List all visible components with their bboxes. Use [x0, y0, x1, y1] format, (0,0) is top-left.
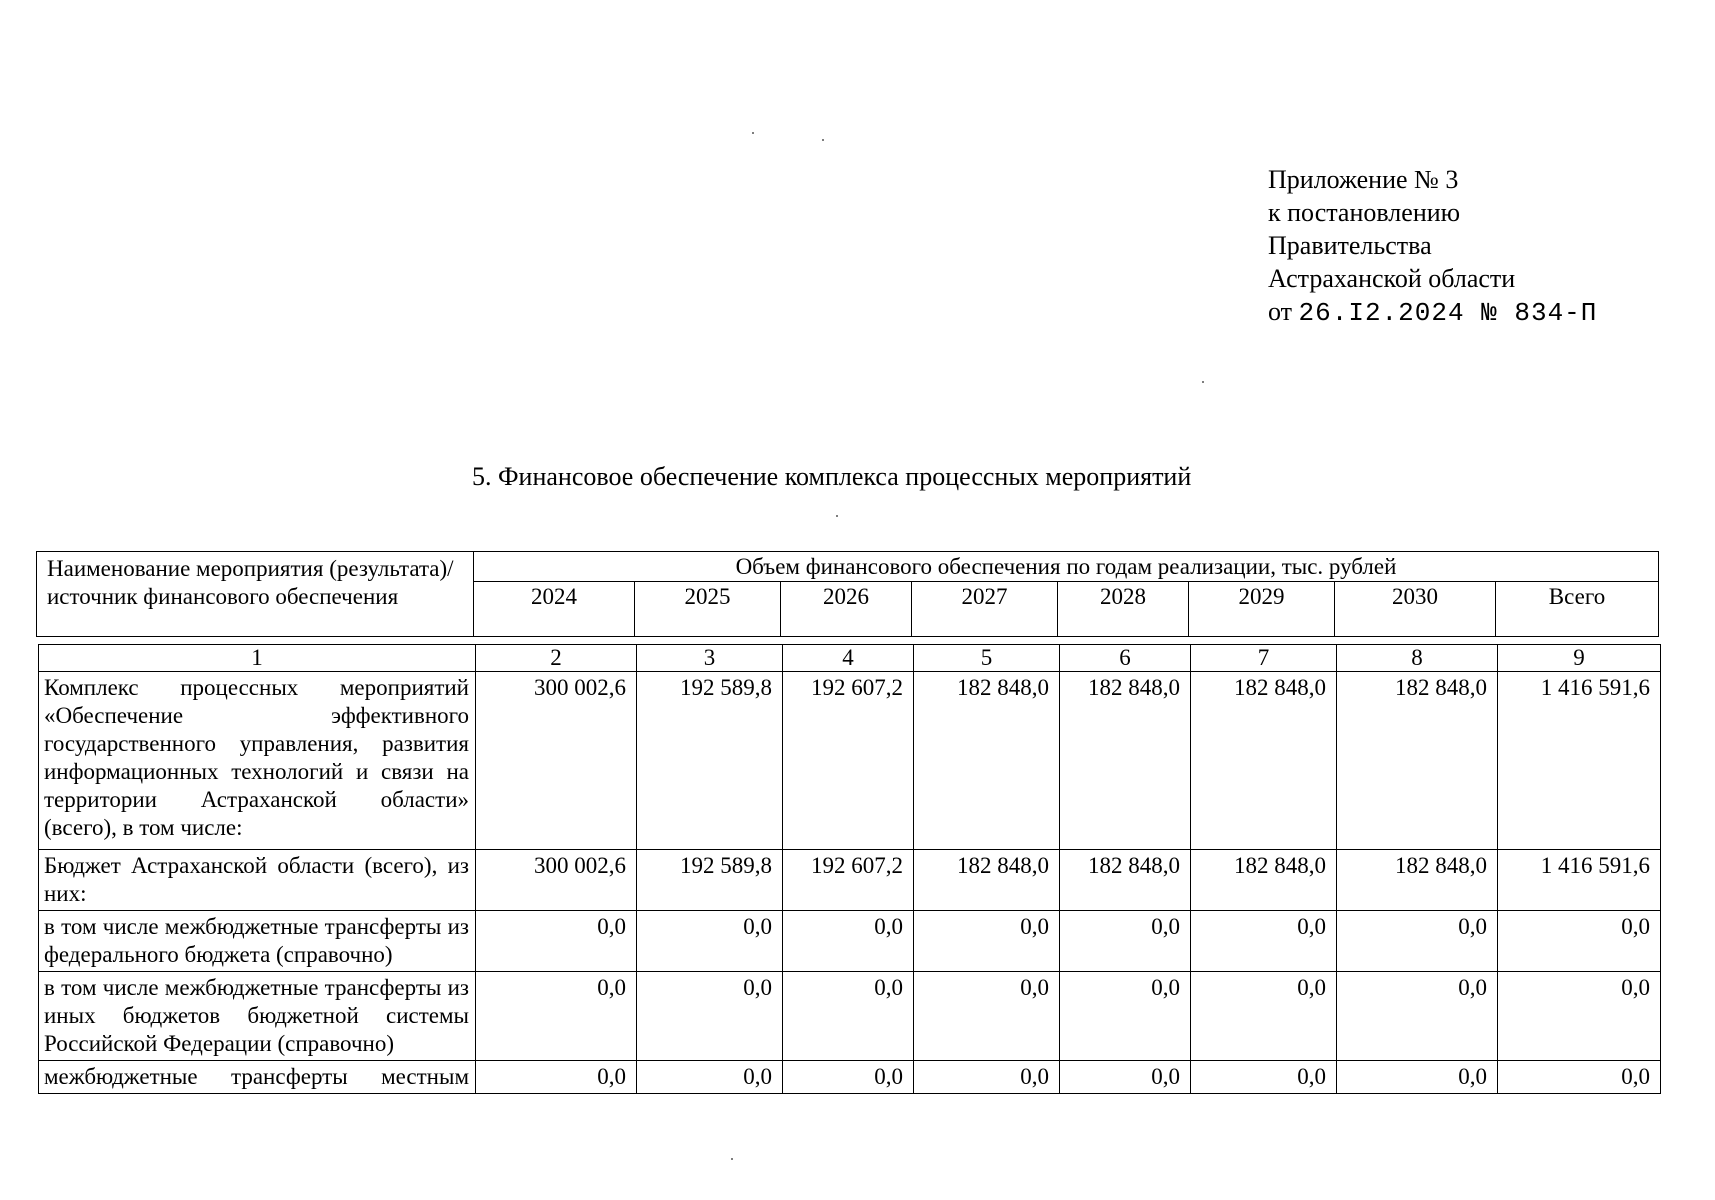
- table-body: [38, 644, 1661, 1094]
- column-index: 9: [1498, 645, 1661, 672]
- cell-value: 0,0: [914, 911, 1060, 972]
- column-index: 4: [783, 645, 914, 672]
- column-header-year: 2024: [474, 582, 635, 637]
- cell-value: 182 848,0: [1191, 850, 1337, 911]
- cell-value: 192 607,2: [783, 850, 914, 911]
- cell-value-total: 1 416 591,6: [1498, 672, 1661, 850]
- column-header-total: Всего: [1496, 582, 1659, 637]
- section-title: 5. Финансовое обеспечение комплекса процессных мероприятий: [472, 462, 1192, 491]
- cell-value: 0,0: [1060, 911, 1191, 972]
- row-name: Комплекс процессных мероприятий «Обеспечение эффективного государственного управления, развития информационных технологий и связи на территории Астраханской области» (всего), в том числе:: [39, 672, 476, 850]
- table-row: [39, 850, 1661, 911]
- scan-speck: [731, 1158, 733, 1160]
- cell-value: 192 607,2: [783, 672, 914, 850]
- column-index: 2: [476, 645, 637, 672]
- column-header-year: 2029: [1189, 582, 1335, 637]
- cell-value: 182 848,0: [1191, 672, 1337, 850]
- cell-value: 0,0: [1337, 972, 1498, 1061]
- table-row: [39, 672, 1661, 850]
- column-header-year: 2027: [912, 582, 1058, 637]
- annex-line-3: Правительства: [1268, 231, 1432, 260]
- cell-value: 0,0: [783, 1061, 914, 1094]
- annex-date-number-stamp: 26.I2.2024 № 834-П: [1298, 298, 1598, 328]
- column-index-row: [39, 645, 1661, 672]
- scan-speck: [752, 132, 754, 134]
- table-row: [39, 911, 1661, 972]
- cell-value: 0,0: [1060, 1061, 1191, 1094]
- cell-value: 0,0: [783, 972, 914, 1061]
- cell-value: 0,0: [637, 911, 783, 972]
- cell-value: 192 589,8: [637, 672, 783, 850]
- cell-value: 0,0: [637, 1061, 783, 1094]
- annex-line-5: [1268, 295, 1597, 330]
- column-index: 3: [637, 645, 783, 672]
- table-header: [36, 551, 1659, 637]
- column-index: 6: [1060, 645, 1191, 672]
- cell-value: 0,0: [1191, 972, 1337, 1061]
- cell-value: 300 002,6: [476, 850, 637, 911]
- scan-speck: [836, 515, 838, 517]
- table-row: [39, 1061, 1661, 1094]
- cell-value: 182 848,0: [1060, 672, 1191, 850]
- scan-speck: [1202, 381, 1204, 383]
- annex-date-prefix: от: [1268, 297, 1293, 326]
- cell-value: 182 848,0: [914, 850, 1060, 911]
- annex-line-2: к постановлению: [1268, 198, 1461, 227]
- column-header-name: Наименование мероприятия (результата)/источник финансового обеспечения: [37, 552, 474, 637]
- column-header-year: 2025: [635, 582, 781, 637]
- cell-value: 182 848,0: [1337, 850, 1498, 911]
- cell-value: 0,0: [476, 972, 637, 1061]
- cell-value: 300 002,6: [476, 672, 637, 850]
- cell-value: 0,0: [1337, 911, 1498, 972]
- cell-value: 0,0: [637, 972, 783, 1061]
- cell-value-total: 1 416 591,6: [1498, 850, 1661, 911]
- cell-value: 0,0: [476, 1061, 637, 1094]
- column-index: 7: [1191, 645, 1337, 672]
- annex-block: [1268, 163, 1597, 330]
- cell-value: 182 848,0: [914, 672, 1060, 850]
- column-index: 5: [914, 645, 1060, 672]
- cell-value: 182 848,0: [1060, 850, 1191, 911]
- cell-value: 0,0: [1337, 1061, 1498, 1094]
- annex-line-4: Астраханской области: [1268, 264, 1516, 293]
- cell-value: 0,0: [783, 911, 914, 972]
- cell-value: 0,0: [1191, 1061, 1337, 1094]
- column-header-year: 2028: [1058, 582, 1189, 637]
- annex-line-1: Приложение № 3: [1268, 165, 1459, 194]
- cell-value: 0,0: [1060, 972, 1191, 1061]
- column-header-year: 2026: [781, 582, 912, 637]
- cell-value: 0,0: [1191, 911, 1337, 972]
- cell-value: 0,0: [914, 1061, 1060, 1094]
- column-index: 1: [39, 645, 476, 672]
- cell-value-total: 0,0: [1498, 911, 1661, 972]
- column-header-year: 2030: [1335, 582, 1496, 637]
- cell-value: 0,0: [476, 911, 637, 972]
- column-index: 8: [1337, 645, 1498, 672]
- cell-value-total: 0,0: [1498, 972, 1661, 1061]
- cell-value: 182 848,0: [1337, 672, 1498, 850]
- cell-value-total: 0,0: [1498, 1061, 1661, 1094]
- cell-value: 192 589,8: [637, 850, 783, 911]
- row-name: в том числе межбюджетные трансферты из федерального бюджета (справочно): [39, 911, 476, 972]
- row-name: в том числе межбюджетные трансферты из иных бюджетов бюджетной системы Российской Федерации (справочно): [39, 972, 476, 1061]
- row-name: Бюджет Астраханской области (всего), из них:: [39, 850, 476, 911]
- cell-value: 0,0: [914, 972, 1060, 1061]
- table-row: [39, 972, 1661, 1061]
- column-header-funding-span: Объем финансового обеспечения по годам реализации, тыс. рублей: [474, 552, 1659, 582]
- scan-speck: [822, 139, 824, 141]
- row-name: межбюджетные трансферты местным: [39, 1061, 476, 1094]
